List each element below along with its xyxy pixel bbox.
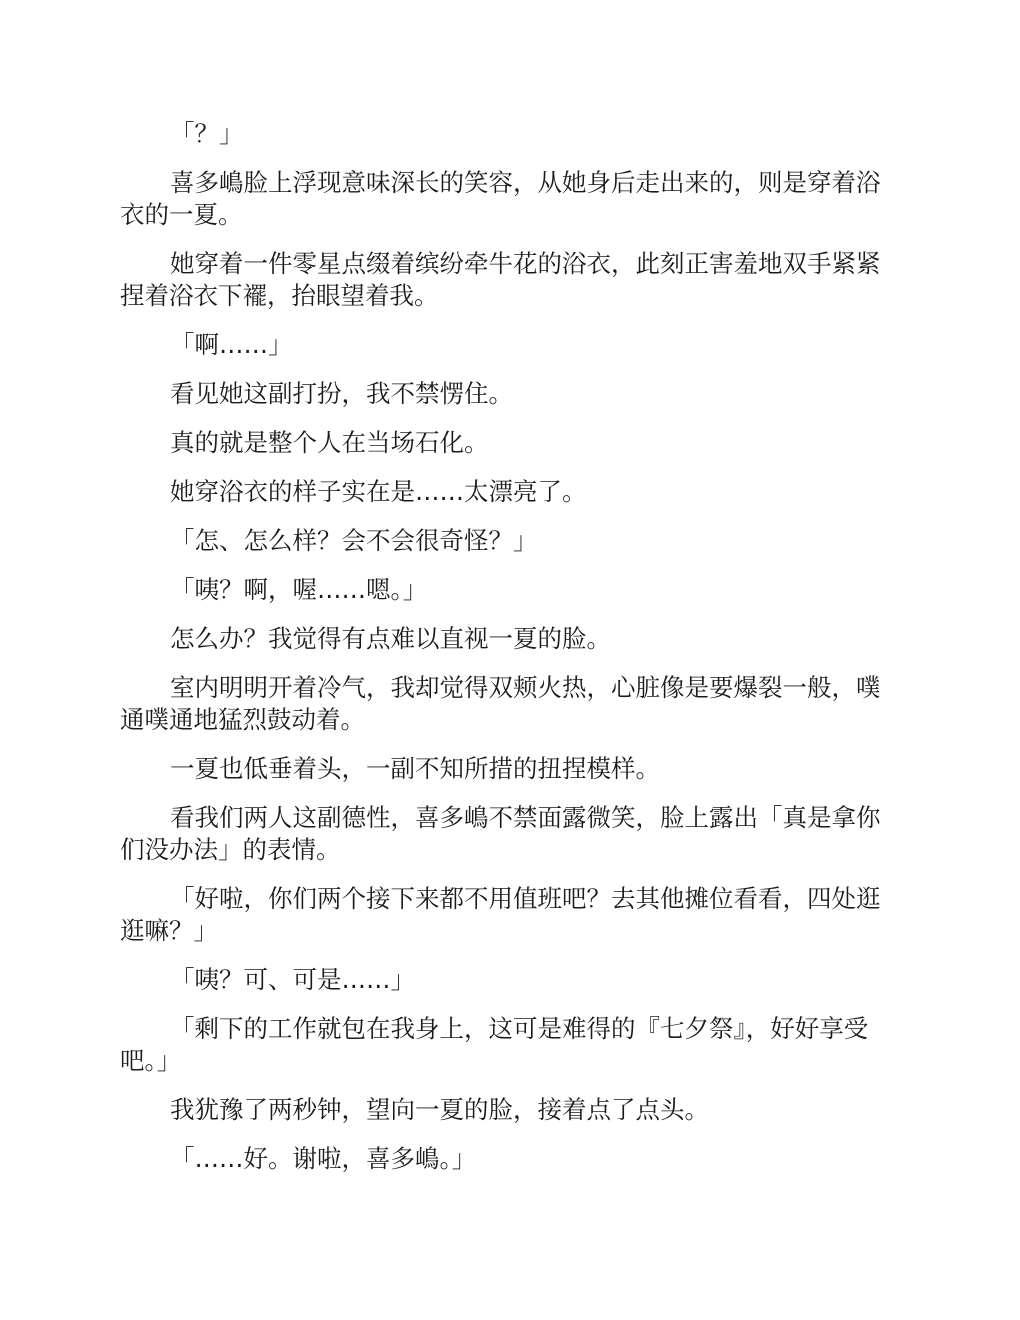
paragraph: 室内明明开着冷气，我却觉得双颊火热，心脏像是要爆裂一般，噗通噗通地猛烈鼓动着。 xyxy=(120,673,881,734)
paragraph: 「？」 xyxy=(170,119,244,148)
paragraph: 我犹豫了两秒钟，望向一夏的脸，接着点了点头。 xyxy=(170,1095,709,1124)
paragraph: 一夏也低垂着头，一副不知所措的扭捏模样。 xyxy=(170,754,660,783)
paragraph: 「咦？啊，喔……嗯。」 xyxy=(170,575,428,604)
paragraph: 喜多嶋脸上浮现意味深长的笑容，从她身后走出来的，则是穿着浴衣的一夏。 xyxy=(120,168,881,229)
paragraph: 「……好。谢啦，喜多嶋。」 xyxy=(170,1144,477,1173)
text-body xyxy=(120,118,900,1192)
paragraph: 「剩下的工作就包在我身上，这可是难得的『七夕祭』，好好享受吧。」 xyxy=(120,1014,869,1075)
paragraph: 「啊……」 xyxy=(170,330,293,359)
paragraph: 看我们两人这副德性，喜多嶋不禁面露微笑，脸上露出「真是拿你们没办法」的表情。 xyxy=(120,803,881,864)
paragraph: 真的就是整个人在当场石化。 xyxy=(170,428,489,457)
paragraph: 「好啦，你们两个接下来都不用值班吧？去其他摊位看看，四处逛逛嘛？」 xyxy=(120,884,881,945)
paragraph: 「咦？可、可是……」 xyxy=(170,965,415,994)
paragraph: 「怎、怎么样？会不会很奇怪？」 xyxy=(170,526,538,555)
paragraph: 怎么办？我觉得有点难以直视一夏的脸。 xyxy=(170,624,611,653)
paragraph: 她穿着一件零星点缀着缤纷牵牛花的浴衣，此刻正害羞地双手紧紧捏着浴衣下襬，抬眼望着我。 xyxy=(120,249,881,310)
paragraph: 她穿浴衣的样子实在是……太漂亮了。 xyxy=(170,477,587,506)
paragraph: 看见她这副打扮，我不禁愣住。 xyxy=(170,379,513,408)
